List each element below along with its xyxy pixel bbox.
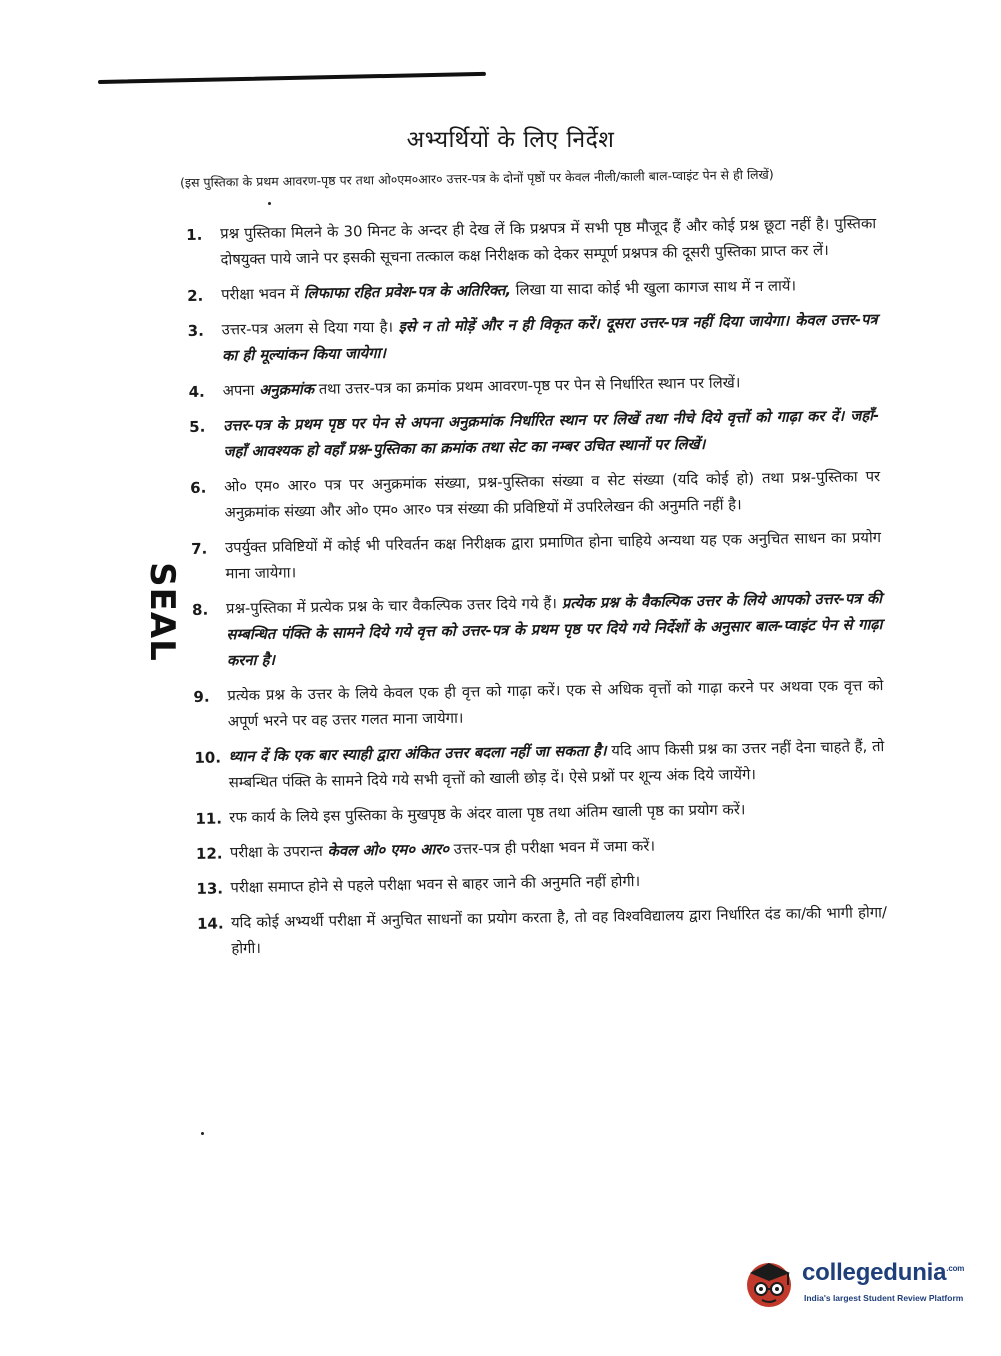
instruction-text: परीक्षा भवन में [221, 285, 304, 304]
instructions-list [186, 211, 888, 972]
instruction-text: ओ० एम० आर० पत्र पर अनुक्रमांक संख्या, प्रश्न-पुस्तिका संख्या व सेट संख्या (यदि कोई हो) तथा प्रश्न-पुस्तिका पर अनुक्रमांक संख्या और ओ० एम० आर० पत्र संख्या की प्रविष्टियों में उपरिलेखन की अनुमति नहीं है। [224, 468, 881, 522]
instruction-number: 8. [191, 600, 209, 619]
collegedunia-watermark [742, 1253, 972, 1311]
instruction-text: उत्तर-पत्र अलग से दिया गया है। [221, 318, 399, 339]
instruction-item [194, 734, 885, 797]
mascot-logo-icon [742, 1253, 796, 1309]
instruction-item [197, 900, 888, 963]
instruction-number: 4. [188, 382, 205, 401]
instruction-text: प्रश्न पुस्तिका मिलने के 30 मिनट के अन्दर ही देख लें कि प्रश्नपत्र में सभी पृष्ठ मौजूद हैं और कोई प्रश्न छूटा नहीं है। पुस्तिका दोषयुक्त पाये जाने पर इसकी सूचना तत्काल कक्ष निरीक्षक को देकर सम्पूर्ण प्रश्नपत्र की दूसरी पुस्तिका प्राप्त कर लें। [220, 215, 877, 269]
instruction-item [188, 368, 878, 405]
page-title: अभ्यर्थियों के लिए निर्देश [406, 127, 615, 153]
instruction-number: 9. [193, 687, 210, 706]
instruction-text: प्रश्न-पुस्तिका में प्रत्येक प्रश्न के चार वैकल्पिक उत्तर दिये गये हैं। [225, 595, 562, 618]
instruction-text: परीक्षा के उपरान्त [229, 842, 328, 862]
instruction-item [186, 211, 877, 274]
instruction-item [190, 464, 881, 527]
instruction-number: 11. [195, 809, 223, 828]
instruction-text: उपर्युक्त प्रविष्टियों में कोई भी परिवर्तन कक्ष निरीक्षक द्वारा प्रमाणित होना चाहिये अन्यथा यह एक अनुचित साधन का प्रयोग माना जायेगा। [224, 529, 882, 583]
instruction-text: परीक्षा समाप्त होने से पहले परीक्षा भवन से बाहर जाने की अनुमति नहीं होगी। [230, 872, 641, 897]
instruction-emphasis: केवल ओ० एम० आर० [327, 840, 450, 860]
watermark-name-text: collegedunia [802, 1259, 947, 1286]
instruction-item [191, 525, 882, 588]
instruction-text: रफ कार्य के लिये इस पुस्तिका के मुखपृष्ठ के अंदर वाला पृष्ठ तथा अंतिम खाली पृष्ठ का प्रयोग करें। [229, 801, 746, 827]
instruction-item [193, 673, 884, 736]
instruction-emphasis: अनुक्रमांक [258, 381, 315, 399]
seal-label: SEAL [141, 562, 182, 662]
instruction-text: लिखा या सादा कोई भी खुला कागज साथ में न लायें। [510, 277, 797, 299]
instruction-emphasis: ध्यान दें कि एक बार स्याही द्वारा अंकित उत्तर बदला नहीं जा सकता है। [228, 742, 607, 766]
instruction-emphasis: इसे न तो मोड़ें और न ही विकृत करें। दूसरा उत्तर-पत्र नहीं दिया जायेगा। केवल उत्तर-पत्र का ही मूल्यांकन किया जायेगा। [221, 311, 878, 365]
instruction-number: 6. [190, 478, 207, 497]
instruction-number: 13. [196, 879, 224, 898]
instruction-text: उत्तर-पत्र ही परीक्षा भवन में जमा करें। [448, 837, 656, 858]
instruction-text: अपना [222, 381, 260, 400]
instruction-item [188, 307, 879, 370]
instruction-text: यदि आप किसी प्रश्न का उत्तर नहीं देना चाहते हैं, तो सम्बन्धित पंक्ति के सामने दिये गये सभी वृत्तों को खाली छोड़ दें। ऐसे प्रश्नों पर शून्य अंक दिये जायेंगे। [228, 738, 885, 792]
top-rule-line [98, 72, 486, 84]
instruction-text: प्रत्येक प्रश्न के उत्तर के लिये केवल एक ही वृत्त को गाढ़ा करें। एक से अधिक वृत्तों को गाढ़ा करने पर अथवा एक वृत्त को अपूर्ण भरने पर वह उत्तर गलत माना जायेगा। [227, 677, 884, 731]
instruction-item [189, 403, 880, 466]
stray-mark [201, 1132, 204, 1135]
instruction-item [196, 865, 886, 902]
instruction-text: तथा उत्तर-पत्र का क्रमांक प्रथम आवरण-पृष्ठ पर पेन से निर्धारित स्थान पर लिखें। [313, 374, 741, 399]
instruction-number: 10. [194, 748, 222, 767]
page-subtitle: (इस पुस्तिका के प्रथम आवरण-पृष्ठ पर तथा ओ०एम०आर० उत्तर-पत्र के दोनों पृष्ठों पर केवल नीली/काली बाल-प्वाइंट पेन से ही लिखें) [179, 166, 774, 190]
instruction-item [195, 795, 885, 832]
instruction-text: यदि कोई अभ्यर्थी परीक्षा में अनुचित साधनों का प्रयोग करता है, तो वह विश्वविद्यालय द्वारा निर्धारित दंड का/की भागी होगा/होगी। [230, 904, 888, 958]
instruction-emphasis: उत्तर-पत्र के प्रथम पृष्ठ पर पेन से अपना अनुक्रमांक निर्धारित स्थान पर लिखें तथा नीचे दिये वृत्तों को गाढ़ा कर दें। जहाँ-जहाँ आवश्यक हो वहाँ प्रश्न-पुस्तिका का क्रमांक तथा सेट का नम्बर उचित स्थानों पर लिखें। [223, 407, 880, 461]
stray-mark [268, 202, 271, 205]
instruction-number: 14. [196, 914, 224, 933]
instruction-item [187, 272, 877, 309]
instruction-item [196, 830, 886, 867]
instruction-number: 7. [190, 539, 208, 558]
instruction-item [192, 586, 883, 675]
instruction-number: 1. [186, 225, 203, 244]
instruction-number: 2. [187, 286, 204, 305]
watermark-name [802, 1259, 964, 1287]
instruction-number: 3. [187, 321, 204, 340]
instruction-emphasis: प्रत्येक प्रश्न के वैकल्पिक उत्तर के लिये आपको उत्तर-पत्र की सम्बन्धित पंक्ति के सामने दिये गये वृत्त को उत्तर-पत्र के प्रथम पृष्ठ पर दिये गये निर्देशों के अनुसार बाल-प्वाइंट पेन से गाढ़ा करना है। [226, 590, 883, 670]
instruction-number: 12. [195, 844, 223, 863]
watermark-tagline: India's largest Student Review Platform [804, 1293, 964, 1303]
instruction-emphasis: लिफाफा रहित प्रवेश-पत्र के अतिरिक्त, [303, 281, 512, 303]
instruction-number: 5. [189, 417, 206, 436]
watermark-dotcom: .com [946, 1264, 965, 1273]
